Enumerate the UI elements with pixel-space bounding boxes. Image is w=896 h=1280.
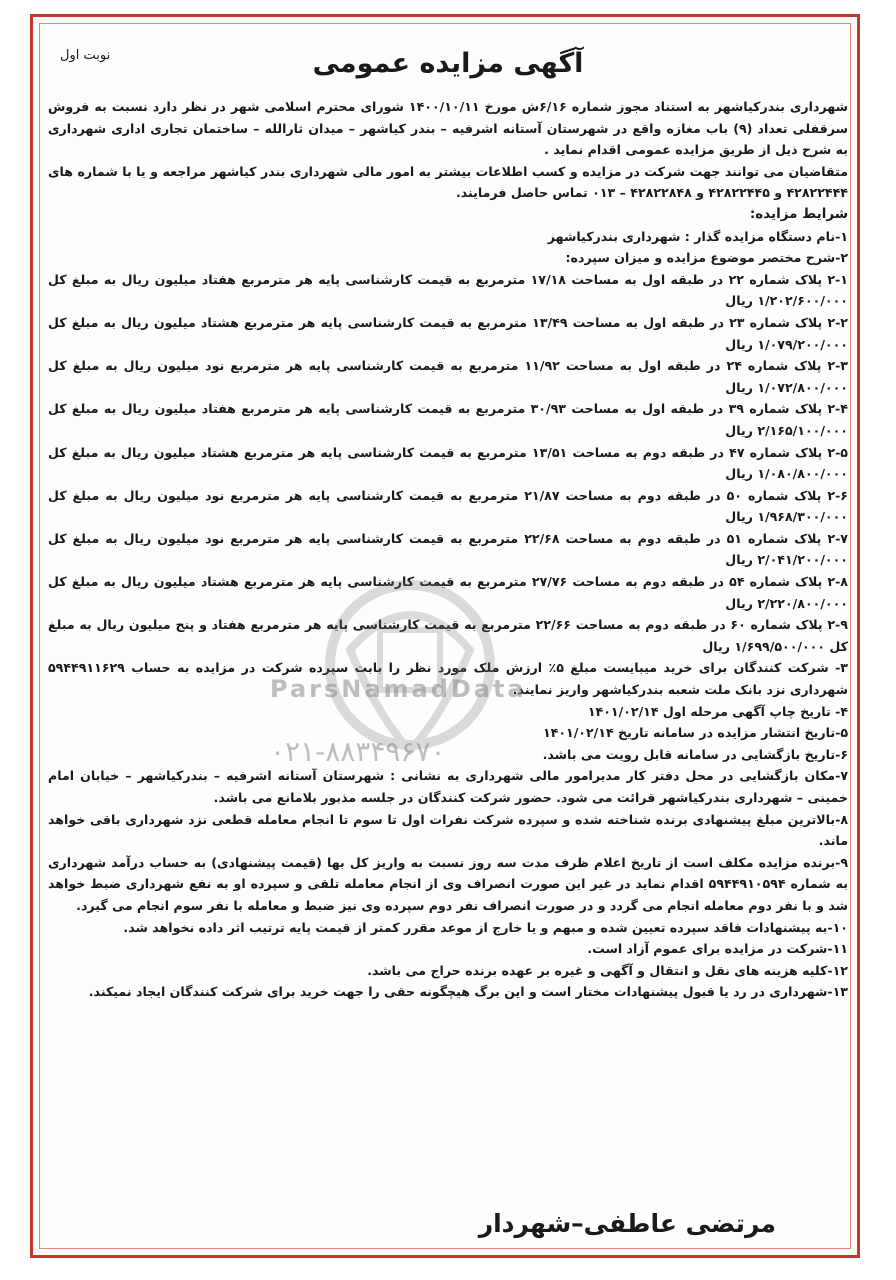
notice-body	[48, 96, 848, 1003]
condition-item: ۷-مکان بازگشایی در محل دفتر کار مدیرامور مالی شهرداری به نشانی : شهرستان آستانه اشرفیه – بندرکیاشهر – خیابان امام خمینی – شهرداری بندرکیاشهر قرائت می شود. حضور شرکت کنندگان در جلسه مذبور بلامانع می باشد.	[48, 768, 848, 805]
condition-item: ۲-۸ پلاک شماره ۵۴ در طبقه دوم به مساحت ۲۷/۷۶ مترمربع به قیمت کارشناسی پایه هر مترمربع هشتاد میلیون ریال به مبلغ کل ۲/۲۲۰/۸۰۰/۰۰۰ ریال	[48, 574, 848, 611]
condition-item: ۲-۲ پلاک شماره ۲۳ در طبقه اول به مساحت ۱۳/۴۹ مترمربع به قیمت کارشناسی پایه هر مترمربع هشتاد میلیون ریال به مبلغ کل ۱/۰۷۹/۲۰۰/۰۰۰ ریال	[48, 314, 848, 352]
intro-paragraph: متقاضیان می توانند جهت شرکت در مزایده و کسب اطلاعات بیشتر به امور مالی شهرداری بندر کیاشهر مراجعه و یا با شماره های ۴۲۸۲۲۴۴۴ و ۴۲۸۲۲۴۴۵ و ۴۲۸۲۲۸۴۸ – ۰۱۳ تماس حاصل فرمایند.	[48, 163, 848, 201]
condition-item: ۲-۳ پلاک شماره ۲۴ در طبقه اول به مساحت ۱۱/۹۲ مترمربع به قیمت کارشناسی پایه هر مترمربع نود میلیون ریال به مبلغ کل ۱/۰۷۲/۸۰۰/۰۰۰ ریال	[48, 358, 848, 395]
condition-item: ۲-۴ پلاک شماره ۳۹ در طبقه اول به مساحت ۳۰/۹۳ مترمربع به قیمت کارشناسی پایه هر مترمربع هفتاد میلیون ریال به مبلغ کل ۲/۱۶۵/۱۰۰/۰۰۰ ریال	[48, 401, 848, 438]
condition-item: ۱۲-کلیه هزینه های نقل و انتقال و آگهی و غیره بر عهده برنده حراج می باشد.	[367, 962, 848, 978]
condition-item: ۱۰-به پیشنهادات فاقد سپرده تعیین شده و مبهم و یا خارج از موعد مقرر کمتر از قیمت پایه ترتیب اثر داده نخواهد شد.	[123, 919, 848, 935]
condition-item: ۵-تاریخ انتشار مزایده در سامانه تاریخ ۱۴۰۱/۰۲/۱۴	[542, 725, 848, 741]
signature: مرتضی عاطفی–شهردار	[478, 1209, 776, 1238]
notice-round-label: نوبت اول	[60, 48, 111, 63]
page-title: آگهی مزایده عمومی	[312, 48, 584, 79]
condition-item: ۲-۱ پلاک شماره ۲۲ در طبقه اول به مساحت ۱۷/۱۸ مترمربع به قیمت کارشناسی پایه هر مترمربع هفتاد میلیون ریال به مبلغ کل ۱/۲۰۲/۶۰۰/۰۰۰ ریال	[48, 271, 848, 309]
condition-item: ۱۳-شهرداری در رد یا قبول پیشنهادات مختار است و این برگ هیچگونه حقی را جهت خرید برای شرکت کنندگان ایجاد نمیکند.	[88, 984, 848, 1000]
condition-item: ۲-شرح مختصر موضوع مزایده و میزان سپرده:	[565, 250, 848, 266]
condition-item: ۲-۹ پلاک شماره ۶۰ در طبقه دوم به مساحت ۲۲/۶۶ مترمربع به قیمت کارشناسی پایه هر مترمربع هفتاد و پنج میلیون ریال به مبلغ کل ۱/۶۹۹/۵۰۰/۰۰۰ ریال	[48, 617, 848, 654]
watermark-logo-text: ParsNamadData	[270, 675, 527, 703]
condition-item: ۲-۶ پلاک شماره ۵۰ در طبقه دوم به مساحت ۲۱/۸۷ مترمربع به قیمت کارشناسی پایه هر مترمربع نود میلیون ریال به مبلغ کل ۱/۹۶۸/۳۰۰/۰۰۰ ریال	[48, 487, 848, 525]
condition-item: ۴- تاریخ چاپ آگهی مرحله اول ۱۴۰۱/۰۲/۱۴	[587, 703, 848, 719]
watermark-phone: ۰۲۱-۸۸۳۴۹۶۷۰	[270, 735, 446, 768]
condition-item: ۲-۵ پلاک شماره ۴۷ در طبقه دوم به مساحت ۱۳/۵۱ مترمربع به قیمت کارشناسی پایه هر مترمربع هشتاد میلیون ریال به مبلغ کل ۱/۰۸۰/۸۰۰/۰۰۰ ریال	[48, 444, 848, 482]
conditions-title: شرایط مزایده:	[749, 205, 848, 222]
condition-item: ۶-تاریخ بازگشایی در سامانه قابل رویت می باشد.	[542, 746, 848, 762]
condition-item: ۳- شرکت کنندگان برای خرید میبایست مبلغ ۵٪ ارزش ملک مورد نظر را بابت سپرده شرکت در مزایده به حساب ۵۹۴۴۹۱۱۶۲۹ شهرداری نزد بانک ملت شعبه بندرکیاشهر واریز نمایند.	[48, 660, 848, 698]
condition-item: ۱۱-شرکت در مزایده برای عموم آزاد است.	[587, 941, 848, 957]
condition-item: ۸-بالاترین مبلغ پیشنهادی برنده شناخته شده و سپرده شرکت نفرات اول تا سوم تا انجام معامله قطعی نزد شهرداری باقی خواهد ماند.	[48, 811, 848, 849]
condition-item: ۱-نام دستگاه مزایده گذار : شهرداری بندرکیاشهر	[547, 228, 848, 244]
intro-paragraph: شهرداری بندرکیاشهر به استناد مجوز شماره ۶/۱۶ش مورخ ۱۴۰۰/۱۰/۱۱ شورای محترم اسلامی شهر در نظر دارد نسبت به فروش سرقفلی تعداد (۹) باب مغازه واقع در شهرستان آستانه اشرفیه – بندر کیاشهر – میدان ثارالله – ساختمان تجاری اداری شهرداری به شرح ذیل از طریق مزایده عمومی اقدام نماید .	[48, 99, 848, 158]
condition-item: ۲-۷ پلاک شماره ۵۱ در طبقه دوم به مساحت ۲۲/۶۸ مترمربع به قیمت کارشناسی پایه هر مترمربع نود میلیون ریال به مبلغ کل ۲/۰۴۱/۲۰۰/۰۰۰ ریال	[48, 530, 848, 568]
condition-item: ۹-برنده مزایده مکلف است از تاریخ اعلام ظرف مدت سه روز نسبت به واریز کل بها (قیمت پیشنهادی) به حساب درآمد شهرداری به شماره ۵۹۴۴۹۱۰۵۹۴ اقدام نماید در غیر این صورت انصراف وی از انجام معامله تلقی و سپرده او به نفع شهرداری ضبط خواهد شد و با نفر دوم معامله انجام می گردد و در صورت انصراف نفر دوم سپرده وی نیز ضبط و معامله با نفر سوم انجام می گیرد.	[48, 854, 848, 913]
